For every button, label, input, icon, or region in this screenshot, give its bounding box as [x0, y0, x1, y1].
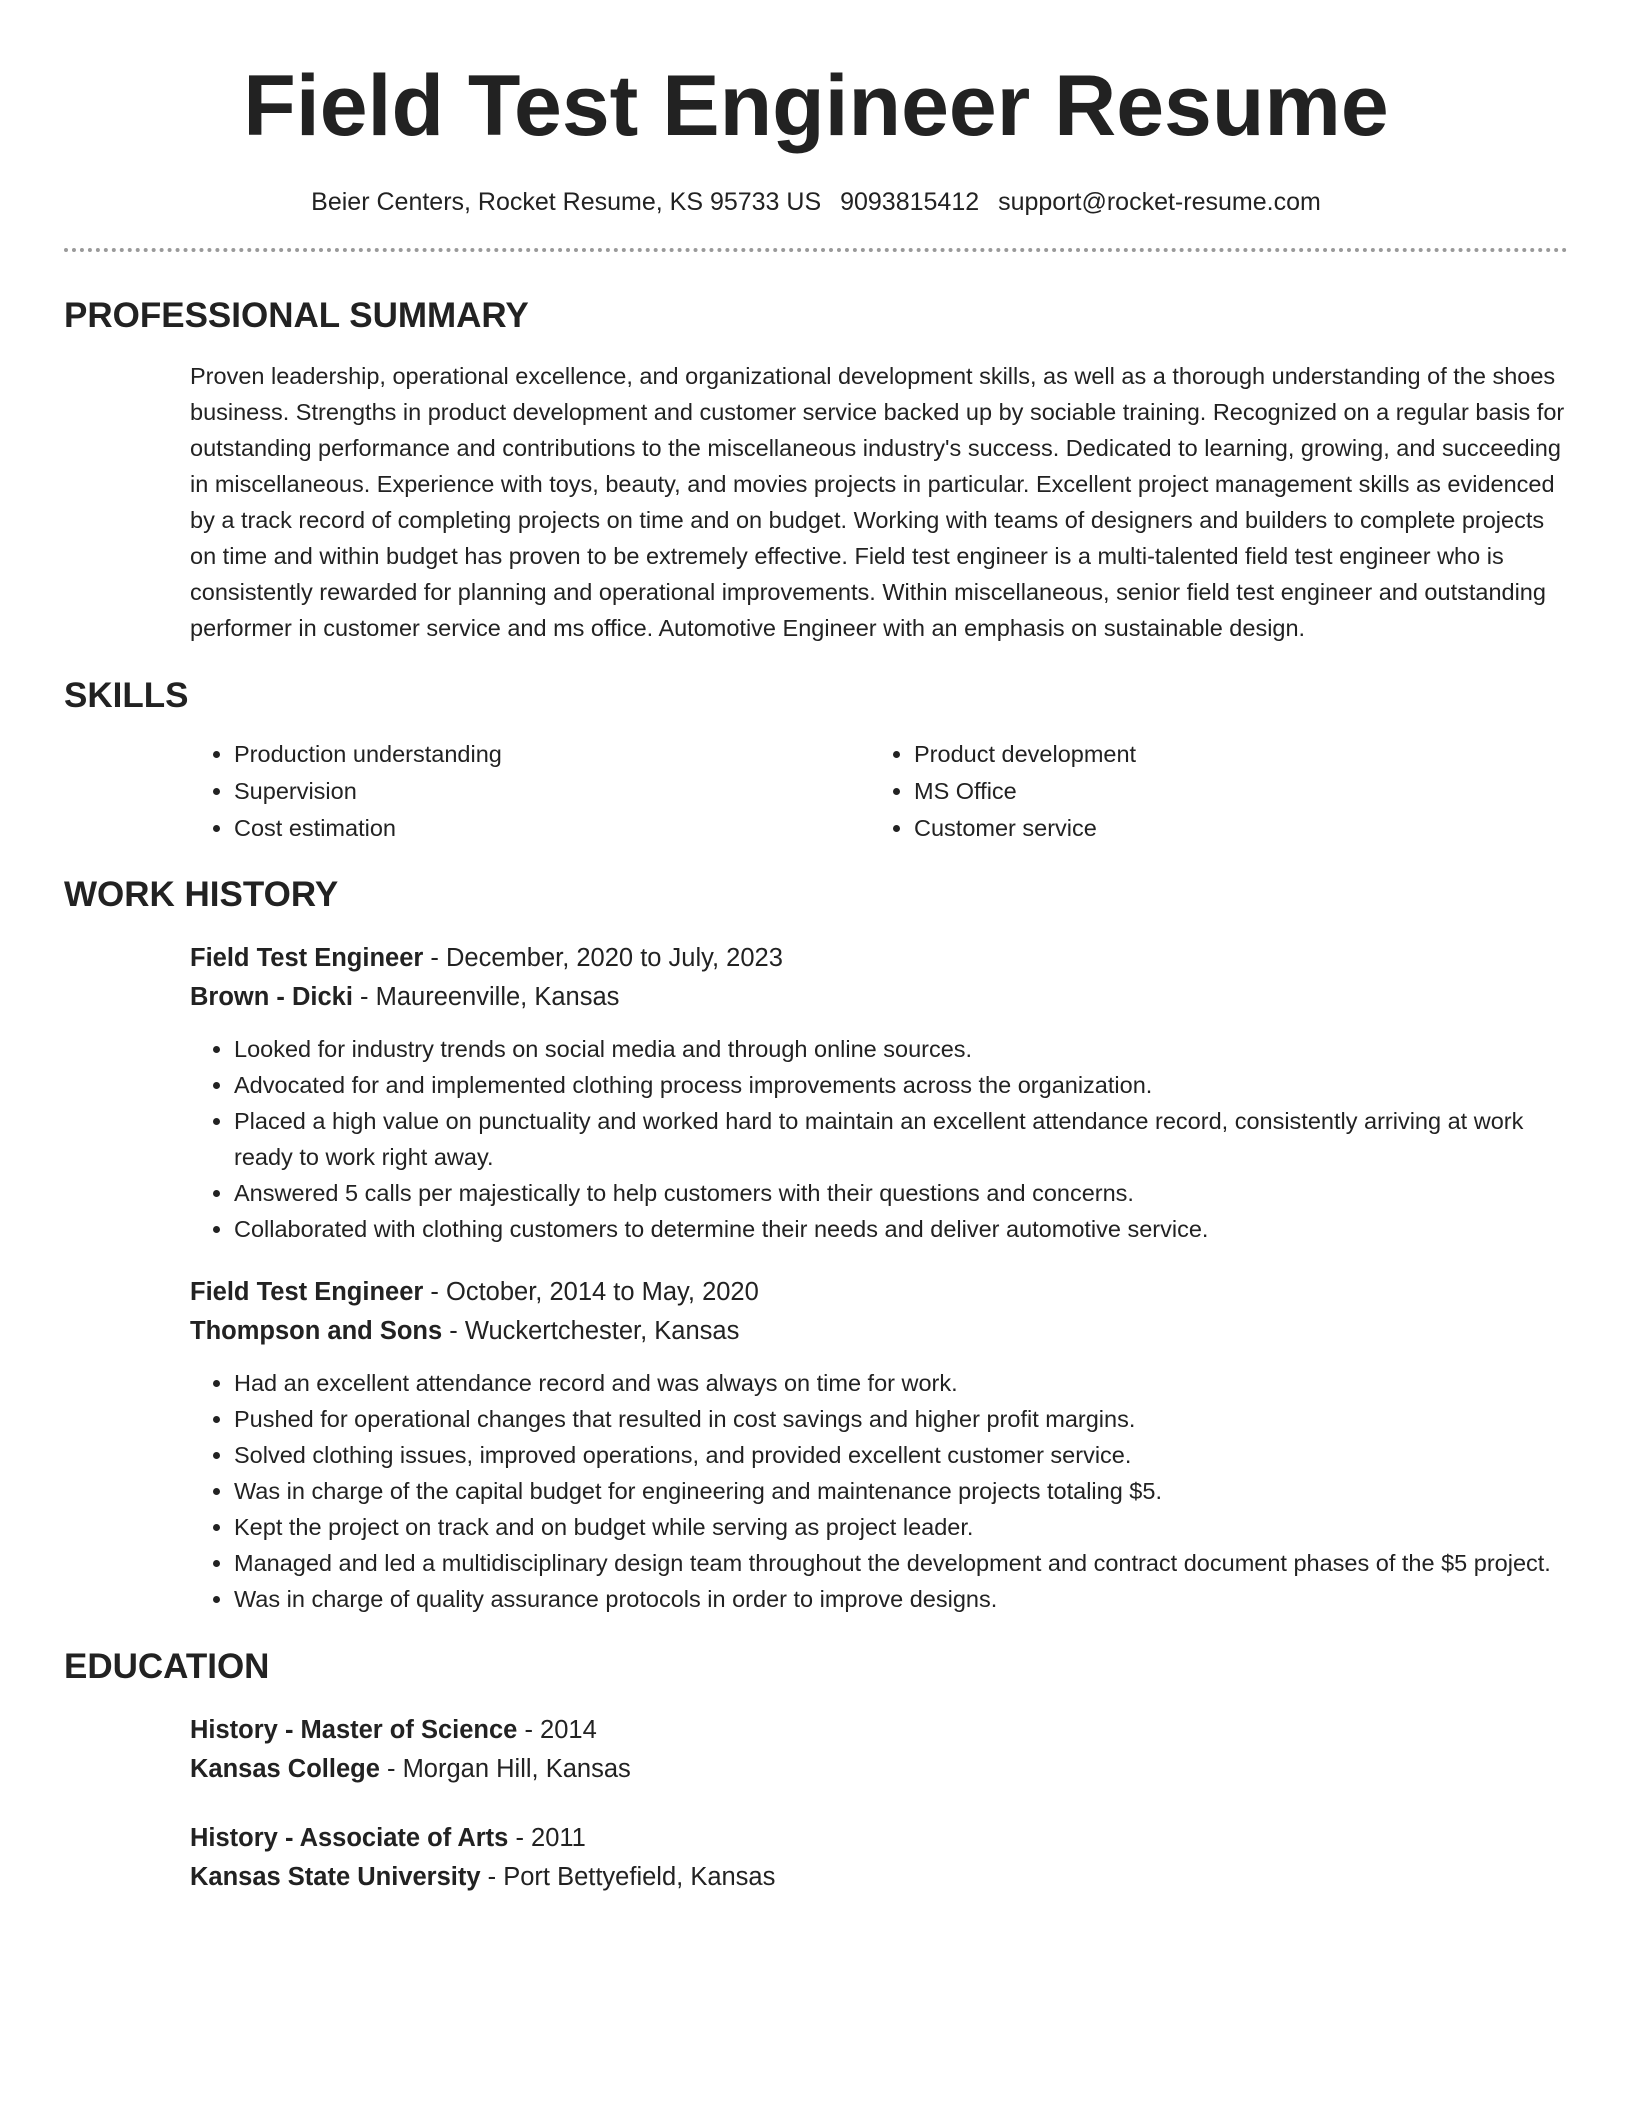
work-history-section	[64, 875, 1568, 1617]
job-bullet: • Kept the project on track and on budget while serving as project leader.	[234, 1509, 1568, 1545]
education-location: - Port Bettyefield, Kansas	[480, 1863, 776, 1891]
education-degree-line	[190, 1819, 1568, 1858]
contact-line	[64, 186, 1568, 218]
job-company-line	[190, 1312, 1568, 1351]
job-bullet: • Managed and led a multidisciplinary design team throughout the development and contract document phases of the $5 project.	[234, 1545, 1568, 1581]
contact-email: support@rocket-resume.com	[998, 188, 1321, 216]
job-company: Brown - Dicki	[190, 983, 353, 1011]
skills-column-left	[190, 736, 870, 847]
job-bullet: • Was in charge of the capital budget for engineering and maintenance projects totaling $5.	[234, 1473, 1568, 1509]
education-entry	[190, 1819, 1568, 1897]
job-title-line	[190, 1273, 1568, 1312]
job-bullet: • Looked for industry trends on social media and through online sources.	[234, 1031, 1568, 1067]
job-bullet: • Pushed for operational changes that resulted in cost savings and higher profit margins.	[234, 1401, 1568, 1437]
education-year: - 2011	[508, 1824, 586, 1852]
job-entry	[190, 939, 1568, 1247]
job-bullet: • Collaborated with clothing customers to determine their needs and deliver automotive service.	[234, 1211, 1568, 1247]
skills-heading: SKILLS	[64, 676, 189, 715]
job-role: Field Test Engineer	[190, 944, 424, 972]
education-year: - 2014	[517, 1716, 597, 1744]
job-title-line	[190, 939, 1568, 978]
job-dates: - December, 2020 to July, 2023	[423, 944, 783, 972]
job-bullet: • Advocated for and implemented clothing process improvements across the organization.	[234, 1067, 1568, 1103]
summary-section	[64, 296, 1568, 646]
skill-item: • Customer service	[914, 810, 1568, 847]
job-company: Thompson and Sons	[190, 1317, 443, 1345]
skill-item: • Production understanding	[234, 736, 870, 773]
job-bullet: • Answered 5 calls per majestically to help customers with their questions and concerns.	[234, 1175, 1568, 1211]
job-location: - Wuckertchester, Kansas	[442, 1317, 740, 1345]
education-location: - Morgan Hill, Kansas	[379, 1755, 631, 1783]
header-divider	[64, 248, 1568, 252]
job-role: Field Test Engineer	[190, 1278, 424, 1306]
job-bullet: • Solved clothing issues, improved operations, and provided excellent customer service.	[234, 1437, 1568, 1473]
education-degree-line	[190, 1711, 1568, 1750]
skills-grid	[190, 736, 1568, 847]
contact-address: Beier Centers, Rocket Resume, KS 95733 US	[311, 188, 822, 216]
education-school: Kansas College	[190, 1755, 380, 1783]
job-bullet: • Was in charge of quality assurance protocols in order to improve designs.	[234, 1581, 1568, 1617]
education-degree: History - Master of Science	[190, 1716, 518, 1744]
education-school-line	[190, 1750, 1568, 1789]
job-location: - Maureenville, Kansas	[352, 983, 620, 1011]
job-bullet: • Placed a high value on punctuality and worked hard to maintain an excellent attendance record, consistently arriving at work ready to work right away.	[234, 1103, 1568, 1175]
education-school: Kansas State University	[190, 1863, 481, 1891]
education-entry	[190, 1711, 1568, 1789]
skills-column-right	[870, 736, 1568, 847]
job-bullets	[190, 1031, 1568, 1247]
education-degree: History - Associate of Arts	[190, 1824, 509, 1852]
job-dates: - October, 2014 to May, 2020	[423, 1278, 759, 1306]
skill-item: • Product development	[914, 736, 1568, 773]
job-bullet: • Had an excellent attendance record and was always on time for work.	[234, 1365, 1568, 1401]
education-heading: EDUCATION	[64, 1647, 270, 1686]
skill-item: • Supervision	[234, 773, 870, 810]
job-company-line	[190, 978, 1568, 1017]
education-school-line	[190, 1858, 1568, 1897]
job-entry	[190, 1273, 1568, 1617]
work-history-heading: WORK HISTORY	[64, 875, 339, 914]
education-section	[64, 1647, 1568, 1897]
contact-phone: 9093815412	[840, 188, 980, 216]
summary-heading: PROFESSIONAL SUMMARY	[64, 296, 529, 335]
skill-item: • Cost estimation	[234, 810, 870, 847]
skills-section	[64, 676, 1568, 847]
summary-text: Proven leadership, operational excellence, and organizational development skills, as well as a thorough understanding of the shoes business. Strengths in product development and customer service backed up by sociable training. Recognized on a regular basis for outstanding performance and contributions to the miscellaneous industry's success. Dedicated to learning, growing, and succeeding in miscellaneous. Experience with toys, beauty, and movies projects in particular. Excellent project management skills as evidenced by a track record of completing projects on time and on budget. Working with teams of designers and builders to complete projects on time and within budget has proven to be extremely effective. Field test engineer is a multi-talented field test engineer who is consistently rewarded for planning and operational improvements. Within miscellaneous, senior field test engineer and outstanding performer in customer service and ms office. Automotive Engineer with an emphasis on sustainable design.	[190, 363, 1565, 641]
resume-title: Field Test Engineer Resume	[243, 58, 1389, 154]
job-bullets	[190, 1365, 1568, 1617]
skill-item: • MS Office	[914, 773, 1568, 810]
